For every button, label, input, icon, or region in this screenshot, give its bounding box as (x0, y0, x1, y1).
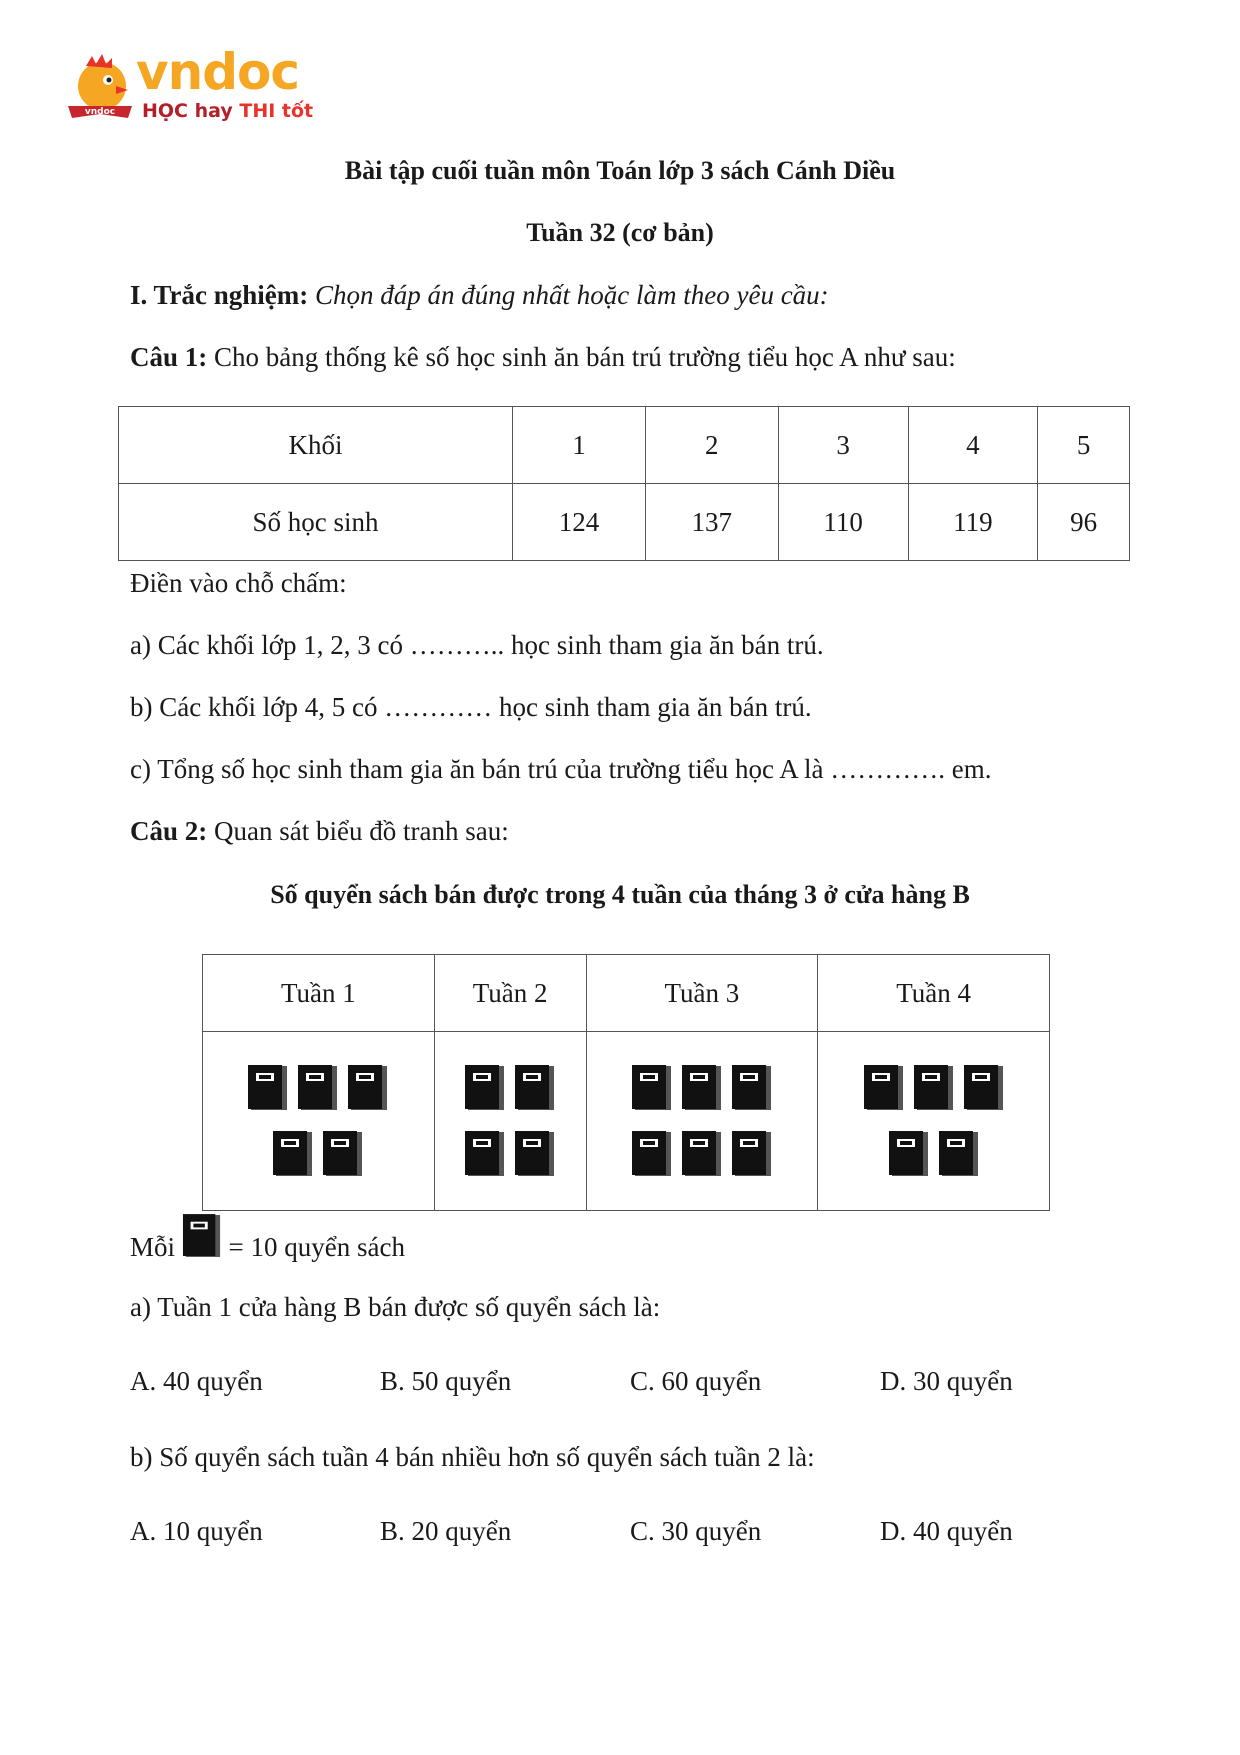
book-icon (464, 1131, 506, 1177)
book-icon (514, 1065, 556, 1111)
week-books-cell (818, 1032, 1050, 1211)
book-icon (681, 1131, 723, 1177)
book-icon (963, 1065, 1005, 1111)
table-cell: 124 (513, 484, 646, 561)
option-b: B. 20 quyển (380, 1516, 512, 1546)
week-books-cell (586, 1032, 818, 1211)
table-cell: 4 (908, 407, 1038, 484)
week-header: Tuần 1 (203, 955, 435, 1032)
week-header: Tuần 3 (586, 955, 818, 1032)
book-row (819, 1131, 1048, 1177)
section-heading: I. Trắc nghiệm: Chọn đáp án đúng nhất hoặc làm theo yêu cầu: (130, 280, 829, 310)
book-icon (631, 1065, 673, 1111)
table-cell: 137 (645, 484, 778, 561)
table-cell: 1 (513, 407, 646, 484)
vndoc-logo[interactable] (66, 43, 314, 128)
question-2: Câu 2: Quan sát biểu đồ tranh sau: (130, 816, 509, 846)
table-cell: Khối (119, 407, 513, 484)
document-subtitle: Tuần 32 (cơ bản) (526, 218, 714, 247)
book-icon (182, 1212, 222, 1260)
table-cell: 119 (908, 484, 1038, 561)
fill-instruction: Điền vào chỗ chấm: (130, 568, 347, 598)
table-cell: Số học sinh (119, 484, 513, 561)
book-icon (322, 1131, 364, 1177)
week-books-cell (203, 1032, 435, 1211)
legend-prefix: Mỗi (130, 1232, 176, 1262)
student-stats-table (118, 406, 1130, 561)
document-title: Bài tập cuối tuần môn Toán lớp 3 sách Cánh Diều (344, 156, 896, 185)
question-2b: b) Số quyển sách tuần 4 bán nhiều hơn số quyển sách tuần 2 là: (130, 1442, 815, 1472)
book-icon (297, 1065, 339, 1111)
mascot-chick-icon (66, 52, 134, 124)
book-row (436, 1065, 585, 1111)
table-row (119, 484, 1130, 561)
book-row (204, 1065, 433, 1111)
option-d: D. 30 quyển (880, 1366, 1013, 1396)
book-icon (863, 1065, 905, 1111)
table-row (203, 1032, 1050, 1211)
book-icon (731, 1065, 773, 1111)
table-cell: 3 (778, 407, 908, 484)
table-row (203, 955, 1050, 1032)
table-row (119, 407, 1130, 484)
option-d: D. 40 quyển (880, 1516, 1013, 1546)
option-b: B. 50 quyển (380, 1366, 512, 1396)
book-icon (347, 1065, 389, 1111)
book-icon (888, 1131, 930, 1177)
book-row (819, 1065, 1048, 1111)
option-a: A. 10 quyển (130, 1516, 263, 1546)
book-icon (631, 1131, 673, 1177)
logo-badge-text: vndoc (84, 107, 116, 117)
logo-wordmark: vndoc (136, 43, 299, 101)
book-row (588, 1131, 817, 1177)
question-1: Câu 1: Cho bảng thống kê số học sinh ăn bán trú trường tiểu học A như sau: (130, 342, 956, 372)
question-1b: b) Các khối lớp 4, 5 có ………… học sinh tham gia ăn bán trú. (130, 692, 812, 722)
week-header: Tuần 2 (434, 955, 586, 1032)
book-row (436, 1131, 585, 1177)
book-icon (514, 1131, 556, 1177)
week-header: Tuần 4 (818, 955, 1050, 1032)
legend (130, 1212, 405, 1263)
table-cell: 5 (1038, 407, 1130, 484)
option-c: C. 30 quyển (630, 1516, 762, 1546)
book-icon (938, 1131, 980, 1177)
book-icon (247, 1065, 289, 1111)
pictograph-table (202, 954, 1050, 1211)
legend-suffix: = 10 quyển sách (228, 1232, 405, 1262)
book-icon (681, 1065, 723, 1111)
question-2a: a) Tuần 1 cửa hàng B bán được số quyển sách là: (130, 1292, 661, 1322)
logo-tagline: HỌC hay THI tốt (142, 100, 314, 122)
book-icon (913, 1065, 955, 1111)
table-cell: 110 (778, 484, 908, 561)
book-row (204, 1131, 433, 1177)
question-1a: a) Các khối lớp 1, 2, 3 có ……….. học sinh tham gia ăn bán trú. (130, 630, 824, 660)
book-icon (731, 1131, 773, 1177)
book-row (588, 1065, 817, 1111)
book-icon (464, 1065, 506, 1111)
option-c: C. 60 quyển (630, 1366, 762, 1396)
table-cell: 2 (645, 407, 778, 484)
question-1c: c) Tổng số học sinh tham gia ăn bán trú của trường tiểu học A là …………. em. (130, 754, 992, 784)
week-books-cell (434, 1032, 586, 1211)
book-icon (272, 1131, 314, 1177)
option-a: A. 40 quyển (130, 1366, 263, 1396)
chart-title: Số quyển sách bán được trong 4 tuần của tháng 3 ở cửa hàng B (270, 880, 970, 909)
table-cell: 96 (1038, 484, 1130, 561)
